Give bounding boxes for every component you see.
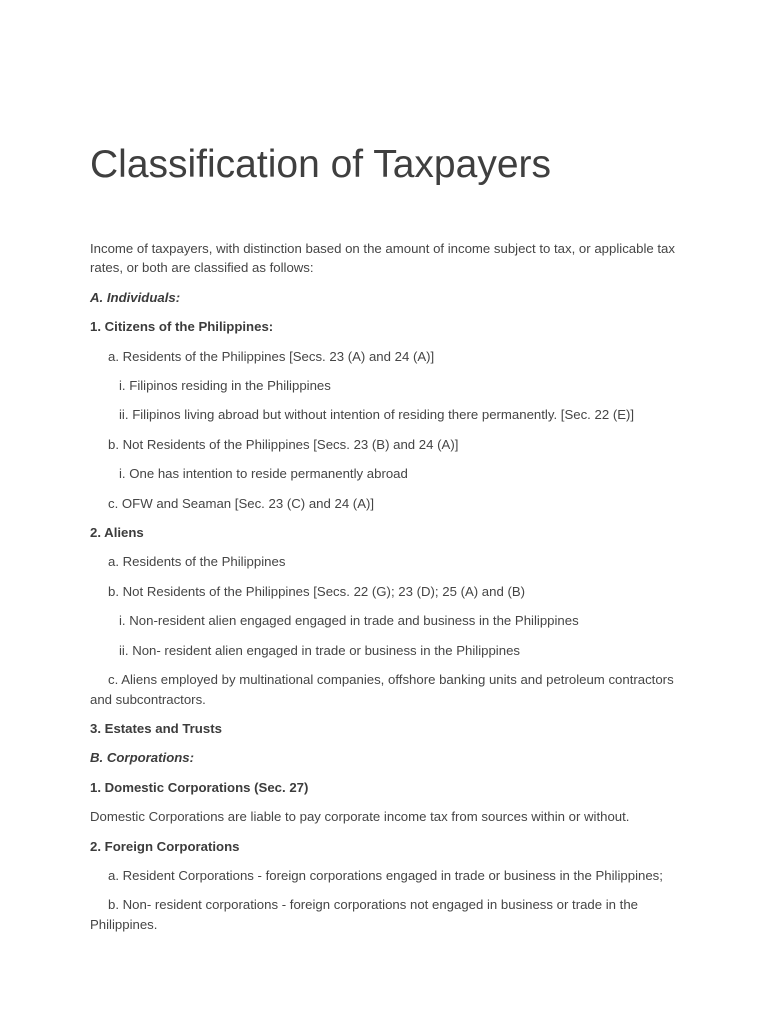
list-item: a. Residents of the Philippines [Secs. 23 (A) and 24 (A)]	[108, 348, 435, 364]
subsection-heading: 1. Citizens of the Philippines:	[90, 319, 274, 335]
list-item: i. Non-resident alien engaged engaged in trade and business in the Philippines	[119, 613, 579, 629]
list-item: b. Not Residents of the Philippines [Secs. 23 (B) and 24 (A)]	[108, 436, 459, 452]
subsection-heading: 2. Aliens	[90, 525, 144, 541]
subsection-heading: 1. Domestic Corporations (Sec. 27)	[90, 779, 309, 795]
subsection-heading: 2. Foreign Corporations	[90, 838, 240, 854]
section-heading: B. Corporations:	[90, 750, 195, 766]
page-title: Classification of Taxpayers	[90, 143, 551, 186]
list-item: i. One has intention to reside permanently abroad	[119, 466, 408, 482]
list-item: c. Aliens employed by multinational companies, offshore banking units and petroleum contractors and subcontractors.	[90, 672, 674, 707]
list-item: b. Not Residents of the Philippines [Secs. 22 (G); 23 (D); 25 (A) and (B)	[108, 583, 526, 599]
list-item: ii. Filipinos living abroad but without intention of residing there permanently. [Sec. 22 (E)]	[119, 407, 635, 423]
body-paragraph: Domestic Corporations are liable to pay corporate income tax from sources within or without.	[90, 809, 630, 825]
list-item: c. OFW and Seaman [Sec. 23 (C) and 24 (A)]	[108, 495, 375, 511]
document-body	[90, 239, 682, 944]
list-item: i. Filipinos residing in the Philippines	[119, 378, 331, 394]
subsection-heading: 3. Estates and Trusts	[90, 720, 222, 736]
list-item: ii. Non- resident alien engaged in trade or business in the Philippines	[119, 642, 521, 658]
list-item: b. Non- resident corporations - foreign corporations not engaged in business or trade in the Philippines.	[90, 897, 639, 932]
body-paragraph: Income of taxpayers, with distinction based on the amount of income subject to tax, or applicable tax rates, or both are classified as follows:	[90, 241, 675, 276]
section-heading: A. Individuals:	[90, 289, 181, 305]
list-item: a. Residents of the Philippines	[108, 554, 286, 570]
list-item: a. Resident Corporations - foreign corporations engaged in trade or business in the Philippines;	[108, 867, 663, 883]
